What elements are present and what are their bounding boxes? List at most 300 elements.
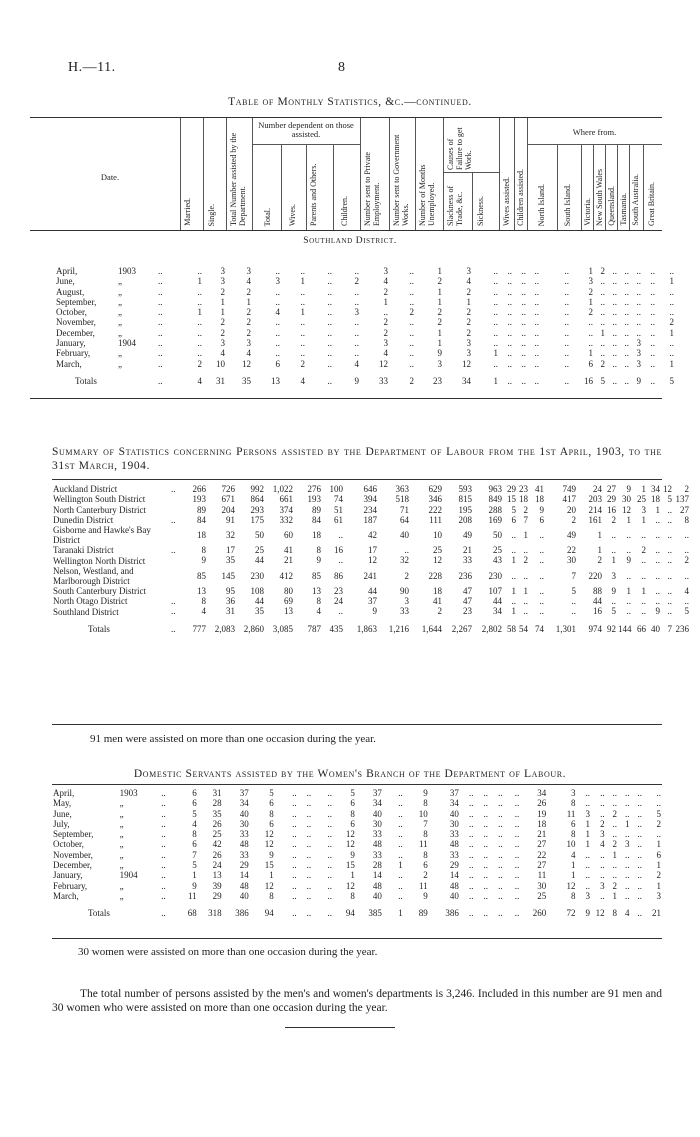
table-cell: ..	[600, 890, 605, 901]
table-cell: 260	[532, 908, 547, 919]
table-cell: ..	[571, 606, 576, 617]
table-cell: 42	[212, 839, 222, 850]
table-cell: 4	[316, 606, 321, 617]
table-cell: 3	[246, 266, 251, 276]
table-cell: 37	[372, 788, 382, 798]
table-cell: 3	[585, 808, 590, 819]
table-cell: ..	[493, 276, 498, 287]
row-leader: ..	[171, 623, 176, 634]
table-cell: 629	[428, 484, 442, 494]
table-cell: 169	[488, 514, 502, 525]
table-cell: 4	[684, 585, 689, 596]
table-cell: ..	[624, 317, 629, 328]
table-cell: 236	[675, 623, 689, 634]
table-cell: ..	[498, 860, 503, 871]
table-cell: ..	[483, 890, 489, 901]
table-cell: 1	[192, 870, 197, 881]
table-cell: 40	[372, 890, 382, 901]
table-cell: ..	[521, 327, 526, 338]
table-cell: 5	[511, 504, 516, 515]
table-cell: 332	[279, 514, 293, 525]
table-cell: ..	[667, 530, 672, 541]
table-cell: ..	[327, 818, 332, 829]
table-cell: ..	[483, 798, 489, 809]
table-cell: ..	[667, 504, 672, 515]
table-cell: ..	[600, 317, 605, 328]
table-cell: ..	[292, 908, 297, 919]
row-year: „	[119, 880, 124, 891]
district-name: Southland District	[53, 606, 119, 617]
row-month: February,	[53, 880, 88, 891]
table-cell: ..	[669, 296, 674, 307]
table-cell: ..	[641, 570, 646, 581]
table-cell: ..	[409, 266, 414, 276]
table-cell: 7	[667, 623, 672, 634]
table-cell: 385	[368, 908, 382, 919]
table-cell: 6	[192, 788, 197, 798]
table-cell: ..	[521, 338, 526, 349]
table-cell: 1	[588, 266, 593, 276]
table-cell: 31	[226, 606, 235, 617]
table-cell: 30	[449, 818, 459, 829]
table-row	[52, 870, 662, 880]
table-cell: ..	[612, 829, 618, 840]
table-row	[55, 287, 675, 297]
row-month: July,	[53, 818, 70, 829]
table-cell: 9	[585, 908, 590, 919]
table-cell: ..	[493, 266, 498, 276]
table-cell: ..	[600, 860, 605, 871]
table-cell: 1	[597, 545, 602, 556]
table-cell: ..	[641, 555, 646, 566]
table-cell: 8	[201, 545, 206, 556]
table-cell: ..	[585, 788, 590, 798]
table-cell: ..	[514, 849, 520, 860]
table-cell: 3	[588, 276, 593, 287]
row-year: „	[119, 839, 124, 850]
table-cell: 3,085	[272, 623, 293, 634]
table-cell: 4	[600, 839, 605, 850]
table-column-headers	[30, 117, 662, 231]
table-cell: 3	[246, 338, 251, 349]
row-leader: ..	[161, 870, 166, 881]
table-cell: 864	[250, 494, 264, 505]
table-cell: 2	[220, 327, 225, 338]
table-cell: 21	[537, 829, 547, 840]
table-cell: 1,644	[421, 623, 442, 634]
table-cell: 5	[192, 808, 197, 819]
table-cell: 1	[656, 839, 661, 850]
table-cell: 3	[466, 348, 471, 359]
table-cell: 12	[622, 504, 631, 515]
table-cell: 19	[537, 808, 547, 819]
table-cell: ..	[483, 818, 489, 829]
table-cell: 44	[255, 555, 264, 566]
table-cell: 2,083	[214, 623, 235, 634]
table-cell: ..	[521, 358, 526, 369]
table-cell: ..	[300, 266, 305, 276]
table-cell: ..	[636, 266, 641, 276]
table-cell: ..	[493, 317, 498, 328]
table-cell: ..	[292, 870, 297, 881]
table-cell: 2	[466, 307, 471, 318]
table-cell: 12	[345, 880, 355, 891]
row-month: January,	[56, 338, 86, 349]
table-cell: 9	[611, 585, 616, 596]
table-cell: 71	[400, 504, 409, 515]
table-cell: ..	[655, 585, 660, 596]
table-cell: 815	[458, 494, 472, 505]
table-cell: ..	[292, 890, 297, 901]
table-cell: 35	[255, 606, 264, 617]
table-cell: 2	[409, 307, 414, 318]
table-cell: 6	[269, 798, 274, 809]
table-cell: ..	[523, 545, 528, 556]
table-cell: ..	[564, 276, 569, 287]
table-cell: 1	[511, 555, 516, 566]
table-cell: 12	[595, 908, 605, 919]
table-cell: 30	[239, 818, 249, 829]
table-cell: 8	[612, 908, 618, 919]
table-cell: 50	[255, 530, 264, 541]
table-cell: ..	[625, 880, 630, 891]
table-cell: 94	[264, 908, 274, 919]
domestic-note: 30 women were assisted on more than one occasion during the year.	[78, 946, 378, 958]
table-cell: 1	[669, 276, 674, 287]
table-cell: ..	[300, 338, 305, 349]
table-cell: ..	[641, 596, 646, 607]
table-cell: 1	[511, 585, 516, 596]
table-row	[52, 819, 662, 829]
row-year: 1904	[118, 338, 136, 349]
table-cell: 1	[625, 818, 630, 829]
table-cell: 18	[433, 585, 442, 596]
table-cell: 42	[368, 530, 377, 541]
table-cell: ..	[514, 818, 520, 829]
table-cell: 18	[519, 494, 528, 505]
table-cell: ..	[684, 530, 689, 541]
table-cell: ..	[493, 358, 498, 369]
table-cell: 1	[383, 296, 388, 307]
table-cell: 1	[523, 585, 528, 596]
summary-title-text: Summary of Statistics concerning Persons assisted by the Department of Labour from the 1st April, 1903, to the 31st March, 1904.	[52, 446, 662, 472]
table-cell: 3	[220, 266, 225, 276]
table-cell: 23	[334, 585, 343, 596]
southland-district-title: Southland District.	[303, 236, 397, 246]
table-cell: 3	[600, 829, 605, 840]
table-cell: ..	[327, 908, 332, 919]
table-cell: ..	[600, 870, 605, 881]
table-cell: ..	[468, 870, 474, 881]
table-row	[52, 606, 690, 616]
table-cell: 777	[192, 623, 206, 634]
table-cell: 8	[423, 829, 428, 840]
table-cell: 4	[625, 908, 630, 919]
table-cell: 518	[395, 494, 409, 505]
table-cell: ..	[327, 338, 332, 349]
table-cell: 2	[600, 358, 605, 369]
row-leader	[170, 586, 182, 596]
table-cell: ..	[514, 788, 520, 798]
table-cell: 48	[449, 839, 459, 850]
header-tasmania: Tasmania.	[619, 193, 628, 226]
row-leader: ..	[158, 266, 163, 276]
table-cell: ..	[398, 839, 403, 850]
table-cell: 6	[269, 818, 274, 829]
row-year: 1903	[119, 788, 138, 798]
table-cell: ..	[493, 286, 498, 297]
row-leader: ..	[171, 484, 176, 494]
table-cell: ..	[306, 839, 312, 850]
table-cell: ..	[292, 798, 297, 809]
table-cell: ..	[292, 839, 297, 850]
table-cell: 394	[363, 494, 377, 505]
table-cell: 27	[537, 839, 547, 850]
table-cell: ..	[650, 296, 655, 307]
table-cell: 2	[197, 358, 202, 369]
table-cell: 35	[242, 375, 251, 386]
table-cell: ..	[327, 849, 332, 860]
table-cell: ..	[534, 327, 539, 338]
table-cell: ..	[354, 296, 359, 307]
table-cell: 6	[588, 358, 593, 369]
table-cell: ..	[468, 818, 474, 829]
table-cell: 3	[466, 266, 471, 276]
table-cell: ..	[514, 908, 520, 919]
table-cell: 9	[423, 890, 428, 901]
table-cell: 47	[463, 585, 472, 596]
table-cell: 26	[212, 849, 222, 860]
table-cell: 4	[197, 375, 202, 386]
table-cell: 29	[212, 890, 222, 901]
table-cell: ..	[300, 348, 305, 359]
table-cell: 175	[250, 514, 264, 525]
table-cell: 44	[493, 596, 502, 607]
table-cell: 54	[519, 623, 528, 634]
table-cell: 8	[570, 798, 576, 809]
table-cell: ..	[507, 266, 512, 276]
row-leader: ..	[161, 829, 166, 840]
table-cell: 1	[197, 276, 202, 287]
table-cell: ..	[354, 317, 359, 328]
table-cell: ..	[655, 545, 660, 556]
table-cell: ..	[539, 555, 544, 566]
table-cell: 5	[684, 606, 689, 617]
header-dependent-group: Number dependent on those assisted.	[258, 120, 354, 139]
table-cell: 1	[656, 860, 661, 871]
table-cell: 14	[372, 870, 382, 881]
table-row	[52, 891, 662, 901]
table-cell: 80	[284, 585, 293, 596]
table-cell: 4	[246, 276, 251, 287]
table-cell: 8	[201, 596, 206, 607]
table-row	[52, 566, 690, 586]
table-cell: 1	[588, 348, 593, 359]
table-cell: 23	[433, 375, 442, 386]
table-cell: 1	[611, 555, 616, 566]
table-cell: ..	[636, 286, 641, 297]
table-cell: ..	[498, 788, 503, 798]
table-cell: 33	[239, 849, 249, 860]
table-cell: ..	[625, 860, 630, 871]
table-cell: 2	[611, 514, 616, 525]
row-leader: ..	[158, 296, 163, 307]
header-dep-parents: Parents and Others.	[309, 163, 318, 226]
table-cell: 31	[216, 375, 225, 386]
table-cell: 40	[400, 530, 409, 541]
table-cell: 2	[300, 358, 305, 369]
table-cell: ..	[197, 266, 202, 276]
table-cell: 37	[449, 788, 459, 798]
table-cell: ..	[327, 375, 332, 386]
table-cell: ..	[493, 338, 498, 349]
row-year: „	[118, 348, 122, 359]
table-cell: 8	[570, 829, 576, 840]
table-cell: 40	[449, 890, 459, 901]
table-cell: 14	[449, 870, 459, 881]
table-row	[52, 494, 690, 504]
row-leader: ..	[158, 375, 163, 386]
table-cell: 2	[656, 818, 661, 829]
totals-row	[55, 369, 675, 388]
table-cell: 32	[226, 530, 235, 541]
table-cell: ..	[275, 338, 280, 349]
table-cell: 11	[566, 808, 576, 819]
table-cell: ..	[600, 788, 605, 798]
table-cell: 33	[400, 606, 409, 617]
table-cell: ..	[656, 798, 661, 809]
table-cell: 2	[612, 839, 618, 850]
table-cell: ..	[656, 788, 661, 798]
table-cell: ..	[637, 880, 643, 891]
table-cell: 3	[404, 596, 409, 607]
table-cell: 1	[437, 266, 442, 276]
row-year: „	[119, 860, 124, 871]
table-cell: 2	[437, 606, 442, 617]
row-month: March,	[53, 890, 79, 901]
district-name: South Canterbury District	[53, 585, 146, 596]
table-cell: ..	[498, 829, 503, 840]
table-cell: ..	[612, 870, 618, 881]
table-cell: 363	[395, 484, 409, 494]
table-row	[55, 266, 675, 276]
table-cell: 9	[201, 555, 206, 566]
table-cell: 13	[284, 606, 293, 617]
header-dep-wives: Wives.	[288, 203, 297, 226]
totals-row	[52, 901, 662, 920]
table-cell: 3	[354, 307, 359, 318]
table-cell: ..	[669, 266, 674, 276]
table-cell: 89	[312, 504, 321, 515]
table-cell: ..	[534, 358, 539, 369]
row-month: January,	[53, 870, 83, 881]
table-cell: 1	[220, 307, 225, 318]
table-cell: ..	[275, 286, 280, 297]
table-cell: ..	[468, 839, 474, 850]
row-leader: ..	[158, 276, 163, 287]
row-leader: ..	[161, 808, 166, 819]
table-cell: 86	[334, 570, 343, 581]
table-cell: ..	[197, 338, 202, 349]
table-row	[52, 798, 662, 808]
table-cell: 85	[197, 570, 206, 581]
header-dep-children: Children.	[340, 196, 349, 226]
row-year: „	[119, 808, 124, 819]
table-cell: ..	[300, 327, 305, 338]
table-cell: 34	[537, 788, 547, 798]
table-cell: 6	[192, 839, 197, 850]
table-cell: 137	[675, 494, 689, 505]
table-cell: ..	[327, 286, 332, 297]
table-cell: 646	[363, 484, 377, 494]
table-row	[55, 359, 675, 369]
table-cell: 24	[593, 484, 602, 494]
table-cell: ..	[300, 286, 305, 297]
table-cell: 7	[192, 849, 197, 860]
table-cell: ..	[306, 808, 312, 819]
row-year: „	[118, 276, 122, 287]
table-cell: 10	[216, 358, 225, 369]
table-cell: 34	[651, 484, 660, 494]
table-cell: 13	[197, 585, 206, 596]
table-cell: 2	[383, 317, 388, 328]
row-leader	[170, 494, 182, 504]
table-cell: ..	[498, 798, 503, 809]
table-cell: ..	[650, 266, 655, 276]
row-month: June,	[56, 276, 75, 287]
table-cell: ..	[669, 348, 674, 359]
table-row	[55, 348, 675, 358]
row-leader	[170, 525, 182, 545]
table-cell: 15	[345, 860, 355, 871]
table-cell: 12	[379, 358, 388, 369]
header-north-island: North Island.	[537, 183, 546, 226]
table-cell: ..	[404, 545, 409, 556]
table-cell: 3	[383, 338, 388, 349]
table-cell: ..	[637, 890, 643, 901]
table-cell: 30	[622, 494, 631, 505]
summary-note: 91 men were assisted on more than one occasion during the year.	[90, 733, 376, 745]
table-cell: ..	[483, 908, 489, 919]
table-cell: ..	[521, 348, 526, 359]
table-cell: ..	[306, 849, 312, 860]
table-cell: 1	[437, 286, 442, 297]
table-cell: ..	[514, 870, 520, 881]
header-private: Number sent to Private Employment.	[363, 152, 381, 226]
table-cell: 12	[368, 555, 377, 566]
table-cell: 24	[334, 596, 343, 607]
table-cell: ..	[534, 317, 539, 328]
table-row	[55, 307, 675, 317]
table-cell: 3	[611, 570, 616, 581]
table-cell: ..	[483, 829, 489, 840]
table-cell: 203	[588, 494, 602, 505]
table-cell: 787	[307, 623, 321, 634]
row-month: October,	[56, 307, 87, 318]
table-cell: 1,301	[555, 623, 576, 634]
table-cell: ..	[626, 606, 631, 617]
table-cell: 4	[570, 849, 576, 860]
table-cell: 34	[372, 798, 382, 809]
table-cell: 1	[570, 860, 576, 871]
table-cell: ..	[624, 358, 629, 369]
row-leader: ..	[158, 317, 163, 328]
table-cell: ..	[275, 266, 280, 276]
table-cell: 593	[458, 484, 472, 494]
table-cell: 36	[226, 596, 235, 607]
table-cell: ..	[511, 596, 516, 607]
table-cell: ..	[600, 798, 605, 809]
